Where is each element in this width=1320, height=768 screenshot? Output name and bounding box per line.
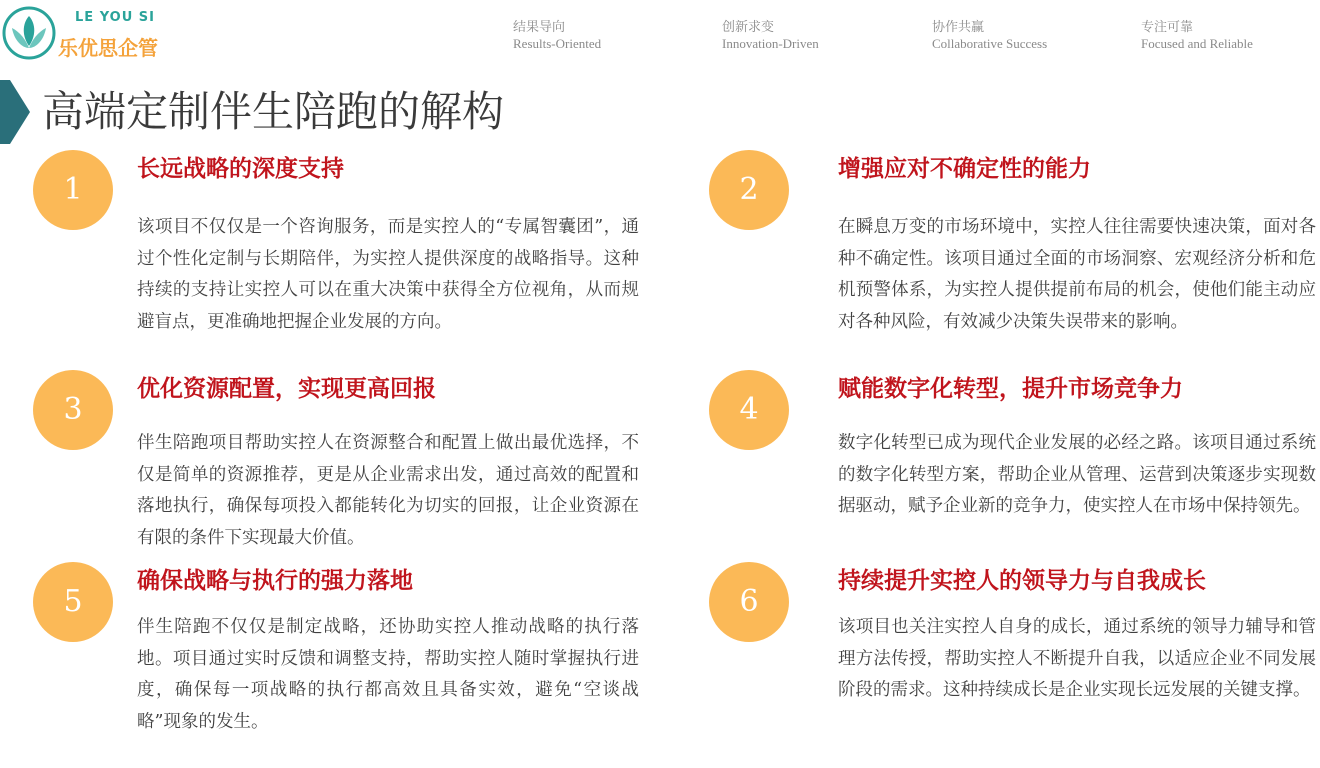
number-badge: 6: [709, 562, 789, 642]
slogan-cn: 专注可靠: [1141, 20, 1194, 35]
number-badge: 3: [33, 370, 113, 450]
point-description: 在瞬息万变的市场环境中，实控人往往需要快速决策，面对各种不确定性。该项目通过全面的市场洞察、宏观经济分析和危机预警体系，为实控人提供提前布局的机会，使他们能主动应对各种风险，有效减少决策失误带来的影响。: [838, 217, 1316, 332]
slogan-results-oriented: [513, 19, 693, 51]
lotus-logo-icon: [2, 6, 56, 60]
slogan-en: Results-Oriented: [513, 36, 602, 51]
logo-english-name: LE YOU SI: [75, 10, 155, 25]
slogan-innovation-driven: [722, 19, 902, 51]
point-title: 持续提升实控人的领导力与自我成长: [838, 567, 1206, 594]
point-description: 伴生陪跑项目帮助实控人在资源整合和配置上做出最优选择，不仅是简单的资源推荐，更是从企业需求出发，通过高效的配置和落地执行，确保每项投入都能转化为切实的回报，让企业资源在有限的条件下实现最大价值。: [137, 433, 639, 548]
slogan-cn: 协作共赢: [932, 20, 985, 35]
point-description: 数字化转型已成为现代企业发展的必经之路。该项目通过系统的数字化转型方案，帮助企业从管理、运营到决策逐步实现数据驱动，赋予企业新的竞争力，使实控人在市场中保持领先。: [838, 433, 1316, 516]
point-title: 长远战略的深度支持: [137, 155, 344, 182]
number-badge: 2: [709, 150, 789, 230]
number-badge: 4: [709, 370, 789, 450]
point-description: 该项目不仅仅是一个咨询服务，而是实控人的“专属智囊团”，通过个性化定制与长期陪伴，为实控人提供深度的战略指导。这种持续的支持让实控人可以在重大决策中获得全方位视角，从而规避盲点，更准确地把握企业发展的方向。: [137, 217, 639, 332]
title-chevron-icon: [0, 80, 30, 144]
number-badge: 1: [33, 150, 113, 230]
slogan-en: Focused and Reliable: [1141, 36, 1253, 51]
point-title: 增强应对不确定性的能力: [838, 155, 1091, 182]
page-title: 高端定制伴生陪跑的解构: [42, 87, 505, 136]
point-title: 赋能数字化转型，提升市场竞争力: [838, 375, 1183, 402]
point-title: 确保战略与执行的强力落地: [137, 567, 413, 594]
point-title: 优化资源配置，实现更高回报: [137, 375, 436, 402]
number-badge: 5: [33, 562, 113, 642]
slogan-en: Collaborative Success: [932, 36, 1048, 51]
slogan-cn: 创新求变: [722, 20, 775, 35]
logo-chinese-name: 乐优思企管: [58, 36, 158, 60]
slogan-collaborative-success: [932, 19, 1112, 51]
company-logo: [2, 4, 182, 62]
slogan-en: Innovation-Driven: [722, 36, 819, 51]
slogan-focused-reliable: [1141, 19, 1320, 51]
point-description: 该项目也关注实控人自身的成长，通过系统的领导力辅导和管理方法传授，帮助实控人不断提升自我，以适应企业不同发展阶段的需求。这种持续成长是企业实现长远发展的关键支撑。: [838, 617, 1316, 700]
point-description: 伴生陪跑不仅仅是制定战略，还协助实控人推动战略的执行落地。项目通过实时反馈和调整支持，帮助实控人随时掌握执行进度，确保每一项战略的执行都高效且具备实效，避免“空谈战略”现象的发生。: [137, 617, 639, 732]
slogan-cn: 结果导向: [513, 20, 566, 35]
